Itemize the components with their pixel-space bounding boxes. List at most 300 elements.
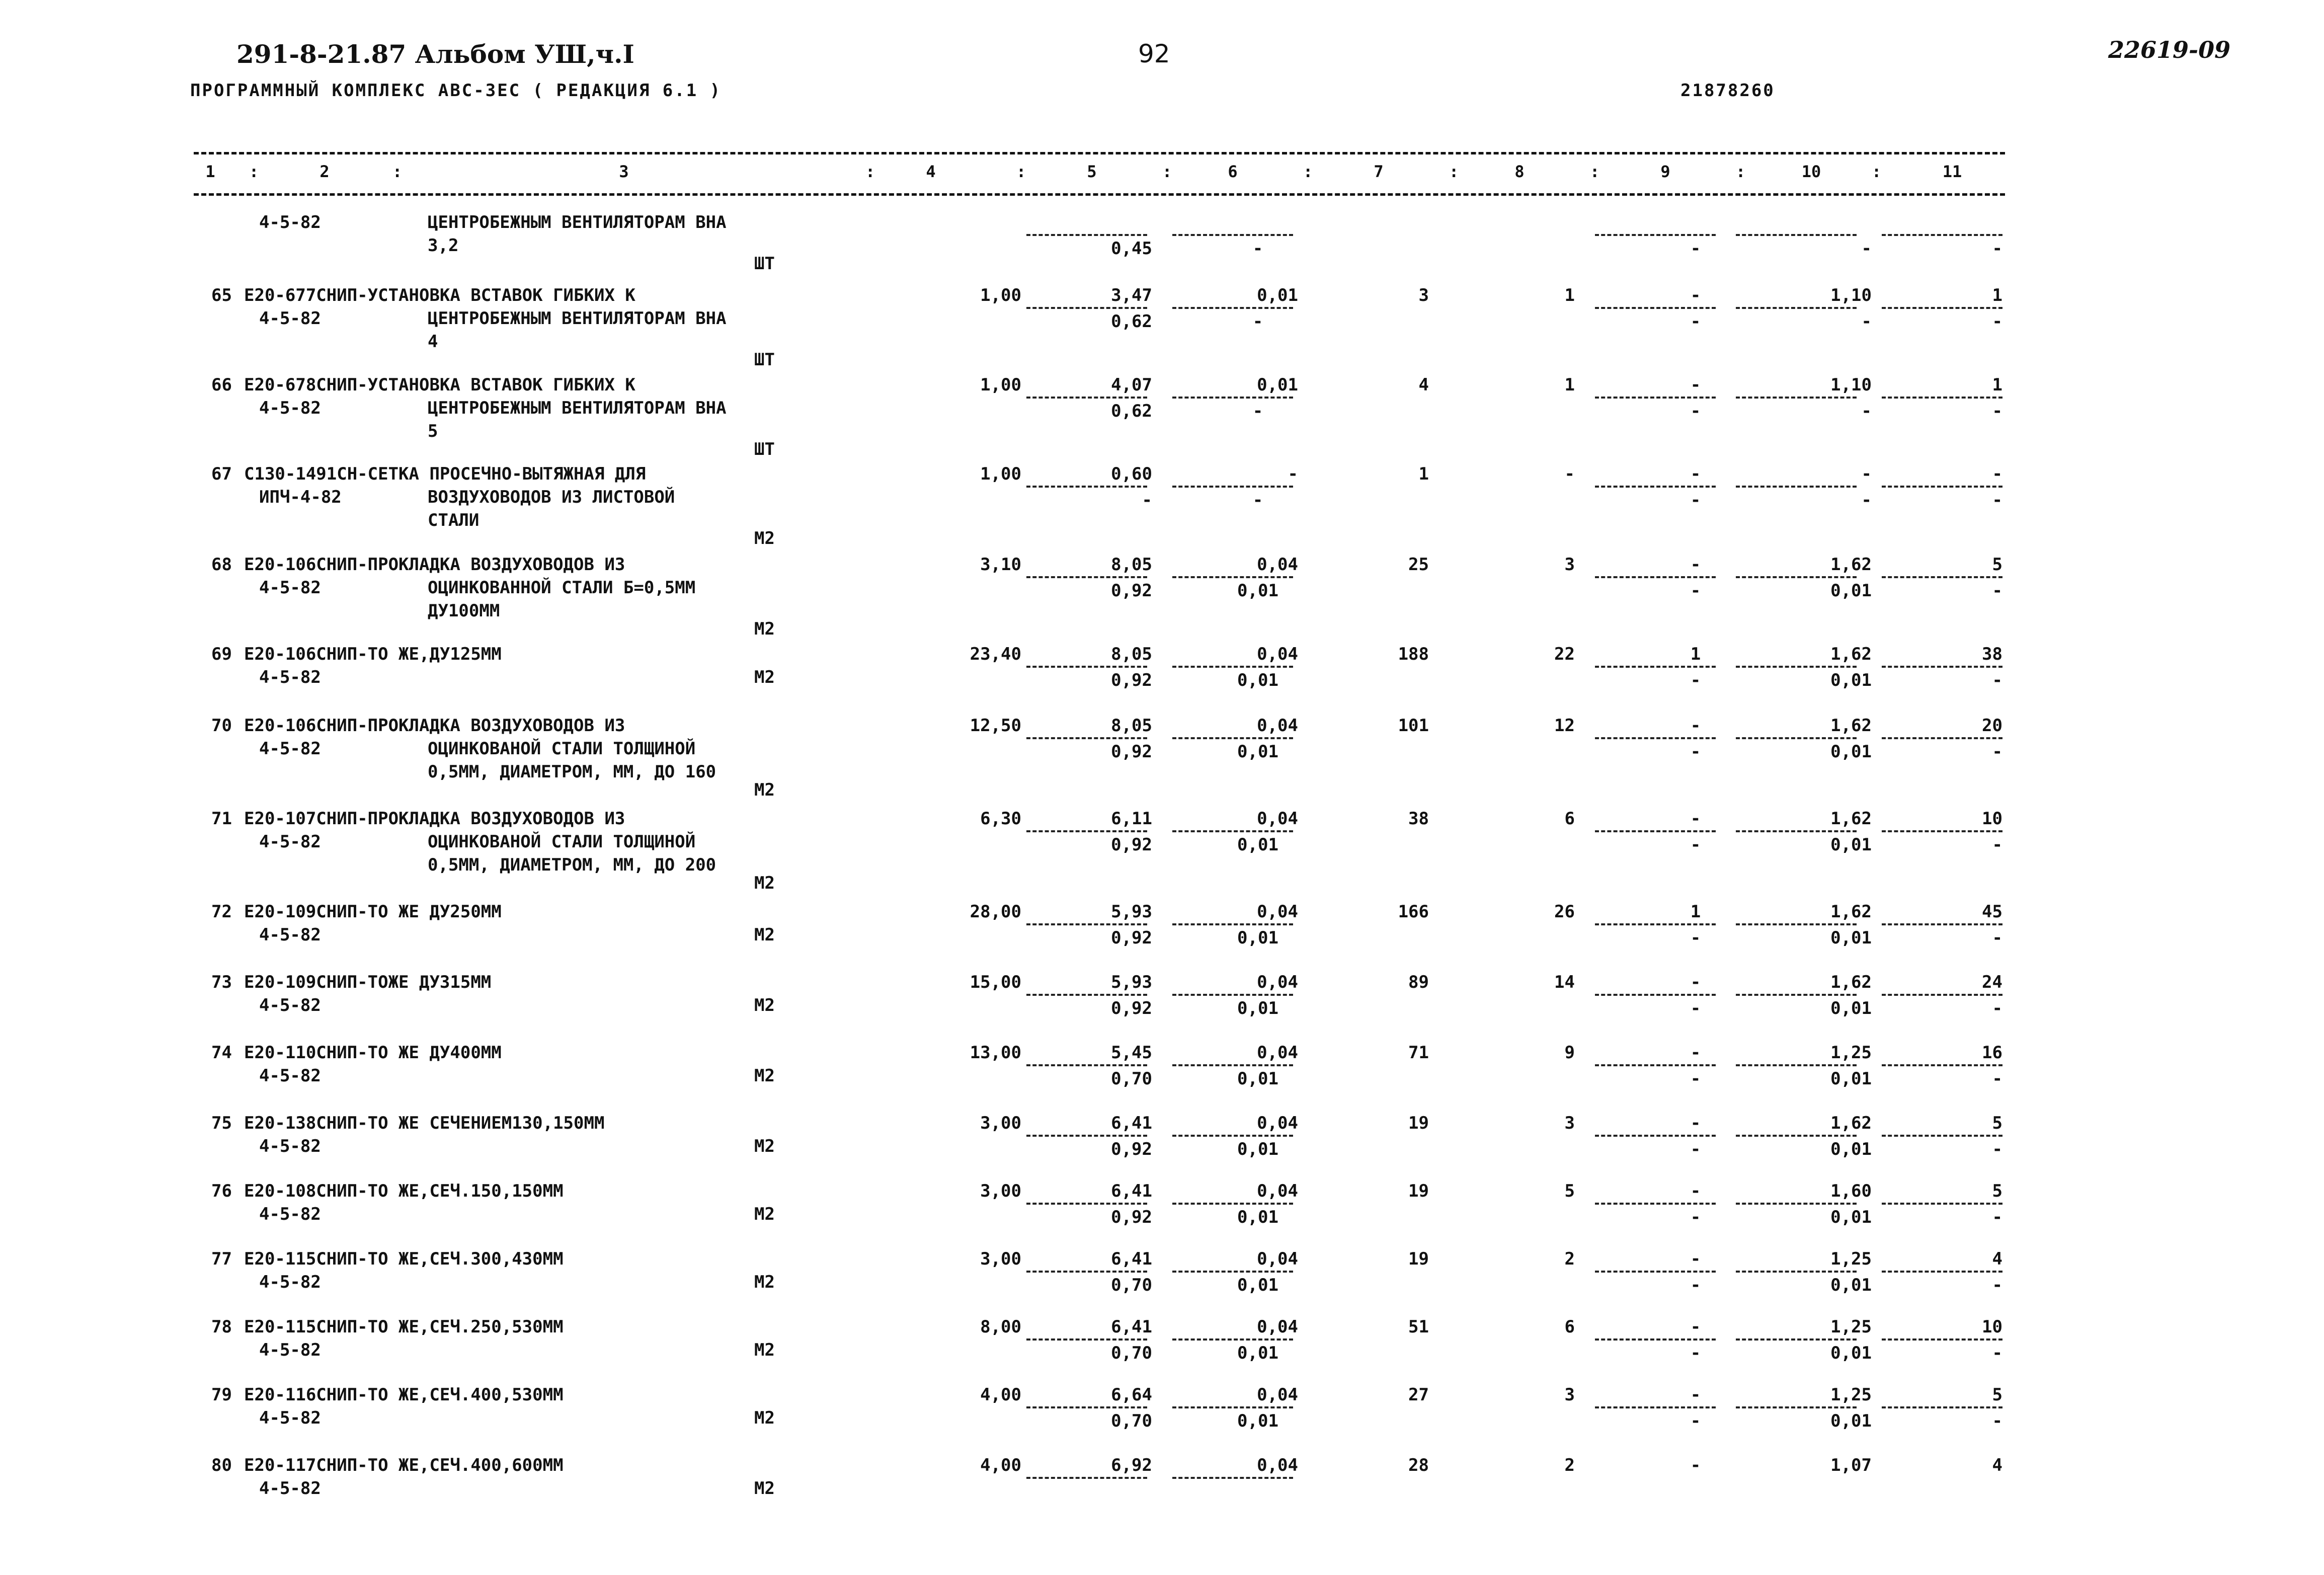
rate-code: Е20-117СНИП-ТО ЖЕ,СЕЧ.400,600ММ [244, 1455, 564, 1475]
total-wage: 3 [1564, 1385, 1575, 1405]
total-cost: 101 [1398, 716, 1429, 736]
quantity: 28,00 [970, 902, 1021, 922]
labor-total: 4 [1992, 1249, 2002, 1269]
subtotal-divider [1595, 666, 1716, 668]
subtotal-divider [1595, 1271, 1716, 1273]
subtotal-divider [1595, 1064, 1716, 1066]
machine-cost: - [1690, 285, 1701, 305]
subtotal-divider [1026, 1271, 1147, 1273]
machine-extra: - [1690, 670, 1701, 690]
subtotal-divider [1882, 397, 2002, 399]
subtotal-divider [1026, 486, 1147, 488]
subtotal-divider [1172, 1406, 1293, 1408]
subtotal-divider [1172, 737, 1293, 739]
rate-code: Е20-115СНИП-ТО ЖЕ,СЕЧ.250,530ММ [244, 1317, 564, 1337]
subtotal-divider [1882, 1135, 2002, 1137]
unit: М2 [754, 1136, 775, 1156]
table-header-rule [194, 193, 2005, 196]
column-header-1: 1 [205, 162, 215, 181]
total-cost: 38 [1408, 809, 1429, 829]
unit-cost-extra: 0,62 [1111, 401, 1152, 421]
labor-rate: 1,62 [1830, 809, 1872, 829]
unit-cost: 6,41 [1111, 1113, 1152, 1133]
norm-basis: 4-5-82 [259, 925, 321, 945]
unit-wage: 0,04 [1257, 644, 1298, 664]
page-number: 92 [1138, 39, 1170, 68]
subtotal-divider [1595, 1203, 1716, 1205]
subtotal-divider [1882, 666, 2002, 668]
unit-cost-extra: 0,92 [1111, 1139, 1152, 1159]
subtotal-divider [1882, 234, 2002, 236]
norm-basis: 4-5-82 [259, 1408, 321, 1428]
norm-basis: 4-5-82 [259, 739, 321, 759]
unit-wage: 0,04 [1257, 902, 1298, 922]
column-header-2: 2 [319, 162, 330, 181]
machine-extra: - [1690, 1207, 1701, 1227]
total-cost: 166 [1398, 902, 1429, 922]
unit-wage-extra: 0,01 [1237, 1069, 1278, 1089]
quantity: 3,00 [980, 1249, 1021, 1269]
rate-code: Е20-106СНИП-ПРОКЛАДКА ВОЗДУХОВОДОВ ИЗ [244, 555, 625, 575]
document-code: 22619-09 [2108, 36, 2231, 63]
machine-cost: - [1690, 1317, 1701, 1337]
labor-extra: 0,01 [1830, 742, 1872, 762]
machine-extra: - [1690, 1343, 1701, 1363]
total-wage: 5 [1564, 1181, 1575, 1201]
quantity: 6,30 [980, 809, 1021, 829]
subtotal-divider [1882, 1338, 2002, 1341]
machine-cost: - [1690, 1113, 1701, 1133]
unit-cost-extra: 0,92 [1111, 928, 1152, 948]
unit-cost-extra: 0,70 [1111, 1343, 1152, 1363]
labor-total: - [1992, 464, 2002, 484]
row-number: 75 [211, 1113, 232, 1133]
row-number: 68 [211, 555, 232, 575]
unit-cost-extra: 0,92 [1111, 1207, 1152, 1227]
subtotal-divider [1026, 1135, 1147, 1137]
labor-total-extra: - [1992, 401, 2002, 421]
subtotal-divider [1882, 1271, 2002, 1273]
unit: М2 [754, 1204, 775, 1224]
labor-extra: - [1861, 401, 1872, 421]
unit-cost: 0,60 [1111, 464, 1152, 484]
labor-rate: 1,10 [1830, 285, 1872, 305]
total-wage: 9 [1564, 1043, 1575, 1063]
subtotal-divider [1172, 397, 1293, 399]
quantity: 12,50 [970, 716, 1021, 736]
labor-extra: 0,01 [1830, 1069, 1872, 1089]
total-wage: 6 [1564, 1317, 1575, 1337]
norm-basis: 4-5-82 [259, 832, 321, 852]
row-number: 66 [211, 375, 232, 395]
unit-cost: 6,64 [1111, 1385, 1152, 1405]
machine-cost: - [1690, 809, 1701, 829]
subtotal-divider [1172, 1477, 1293, 1479]
subtotal-divider [1595, 234, 1716, 236]
unit-wage-extra: 0,01 [1237, 670, 1278, 690]
work-description: ОЦИНКОВАНОЙ СТАЛИ ТОЛЩИНОЙ [428, 832, 696, 852]
row-number: 71 [211, 809, 232, 829]
labor-total-extra: - [1992, 742, 2002, 762]
subtotal-divider [1882, 923, 2002, 925]
total-wage: 26 [1554, 902, 1575, 922]
unit-wage-extra: 0,01 [1237, 1343, 1278, 1363]
unit-wage: 0,04 [1257, 1249, 1298, 1269]
subtotal-divider [1882, 1064, 2002, 1066]
machine-extra: - [1690, 581, 1701, 601]
unit-cost-extra: 0,70 [1111, 1275, 1152, 1295]
unit-cost: 4,07 [1111, 375, 1152, 395]
unit-wage: 0,04 [1257, 1455, 1298, 1475]
rate-code: Е20-109СНИП-ТОЖЕ ДУ315ММ [244, 972, 492, 992]
labor-total: 10 [1982, 1317, 2002, 1337]
column-header-7: 7 [1374, 162, 1384, 181]
labor-total: 38 [1982, 644, 2002, 664]
machine-cost: - [1690, 375, 1701, 395]
total-cost: 51 [1408, 1317, 1429, 1337]
labor-total-extra: - [1992, 490, 2002, 510]
column-header-8: 8 [1514, 162, 1525, 181]
labor-total: 5 [1992, 555, 2002, 575]
labor-extra: 0,01 [1830, 581, 1872, 601]
machine-cost: - [1690, 1043, 1701, 1063]
rate-code: Е20-108СНИП-ТО ЖЕ,СЕЧ.150,150ММ [244, 1181, 564, 1201]
machine-cost: - [1690, 972, 1701, 992]
unit: М2 [754, 1478, 775, 1499]
subtotal-divider [1026, 234, 1147, 236]
total-wage: 22 [1554, 644, 1575, 664]
subtotal-divider [1026, 576, 1147, 578]
quantity: 15,00 [970, 972, 1021, 992]
row-number: 74 [211, 1043, 232, 1063]
subtotal-divider [1736, 1203, 1857, 1205]
norm-basis: 4-5-82 [259, 1478, 321, 1499]
total-wage: 3 [1564, 1113, 1575, 1133]
subtotal-divider [1026, 1064, 1147, 1066]
unit-cost: 8,05 [1111, 644, 1152, 664]
total-cost: 19 [1408, 1249, 1429, 1269]
row-number: 79 [211, 1385, 232, 1405]
work-description: 0,5ММ, ДИАМЕТРОМ, ММ, ДО 160 [428, 762, 716, 782]
subtotal-divider [1172, 307, 1293, 309]
subtotal-divider [1882, 994, 2002, 996]
labor-total-extra: - [1992, 1275, 2002, 1295]
unit-wage-extra: 0,01 [1237, 742, 1278, 762]
labor-extra: 0,01 [1830, 670, 1872, 690]
unit-cost: 8,05 [1111, 555, 1152, 575]
labor-total-extra: - [1992, 998, 2002, 1018]
work-description: 3,2 [428, 235, 459, 256]
unit: М2 [754, 1408, 775, 1428]
subtotal-divider [1736, 923, 1857, 925]
total-wage: - [1564, 464, 1575, 484]
unit-wage-extra: 0,01 [1237, 835, 1278, 855]
column-header-4: 4 [926, 162, 936, 181]
unit-wage: 0,04 [1257, 555, 1298, 575]
unit-wage: 0,01 [1257, 375, 1298, 395]
labor-total: 24 [1982, 972, 2002, 992]
labor-rate: 1,62 [1830, 972, 1872, 992]
subtotal-divider [1026, 666, 1147, 668]
unit-cost-extra: 0,70 [1111, 1411, 1152, 1431]
subtotal-divider [1736, 307, 1857, 309]
machine-cost: - [1690, 1249, 1701, 1269]
unit: М2 [754, 528, 775, 548]
row-number: 78 [211, 1317, 232, 1337]
norm-basis: 4-5-82 [259, 1340, 321, 1360]
subtotal-divider [1595, 397, 1716, 399]
unit-wage: 0,04 [1257, 716, 1298, 736]
subtotal-divider [1595, 994, 1716, 996]
column-separator: : [1736, 162, 1746, 181]
unit-cost: 6,11 [1111, 809, 1152, 829]
unit-cost-extra: - [1142, 490, 1152, 510]
unit-wage-extra: 0,01 [1237, 1207, 1278, 1227]
column-header-11: 11 [1942, 162, 1962, 181]
unit-wage-extra: 0,01 [1237, 928, 1278, 948]
column-separator: : [1590, 162, 1600, 181]
subtotal-divider [1172, 576, 1293, 578]
column-separator: : [1016, 162, 1026, 181]
labor-rate: 1,62 [1830, 1113, 1872, 1133]
labor-rate: 1,60 [1830, 1181, 1872, 1201]
machine-extra: - [1690, 401, 1701, 421]
unit-cost: 6,41 [1111, 1249, 1152, 1269]
labor-total-extra: - [1992, 581, 2002, 601]
subtotal-divider [1172, 1064, 1293, 1066]
labor-total: 16 [1982, 1043, 2002, 1063]
unit: М2 [754, 1340, 775, 1360]
unit-wage-extra: - [1252, 311, 1263, 332]
column-header-6: 6 [1228, 162, 1238, 181]
unit-cost: 6,41 [1111, 1317, 1152, 1337]
total-cost: 71 [1408, 1043, 1429, 1063]
unit-wage: 0,04 [1257, 1113, 1298, 1133]
labor-rate: 1,10 [1830, 375, 1872, 395]
unit: ШТ [754, 254, 775, 274]
labor-rate: - [1861, 464, 1872, 484]
machine-cost: - [1690, 555, 1701, 575]
subtotal-divider [1172, 994, 1293, 996]
quantity: 1,00 [980, 464, 1021, 484]
quantity: 4,00 [980, 1385, 1021, 1405]
labor-rate: 1,25 [1830, 1043, 1872, 1063]
work-description: ДУ100ММ [428, 601, 500, 621]
row-number: 76 [211, 1181, 232, 1201]
labor-total: 4 [1992, 1455, 2002, 1475]
unit: М2 [754, 780, 775, 800]
machine-cost: 1 [1690, 644, 1701, 664]
quantity: 3,10 [980, 555, 1021, 575]
labor-total: 1 [1992, 375, 2002, 395]
subtotal-divider [1736, 1338, 1857, 1341]
labor-rate: 1,25 [1830, 1317, 1872, 1337]
rate-code: Е20-106СНИП-ТО ЖЕ,ДУ125ММ [244, 644, 502, 664]
machine-extra: - [1690, 835, 1701, 855]
machine-extra: - [1690, 998, 1701, 1018]
total-wage: 2 [1564, 1249, 1575, 1269]
subtotal-divider [1026, 737, 1147, 739]
program-line: ПРОГРАММНЫЙ КОМПЛЕКС АВС-ЗЕС ( РЕДАКЦИЯ 6.1 ) [190, 81, 722, 101]
subtotal-divider [1736, 666, 1857, 668]
labor-total-extra: - [1992, 311, 2002, 332]
norm-basis: 4-5-82 [259, 995, 321, 1015]
machine-cost: - [1690, 1385, 1701, 1405]
subtotal-divider [1595, 1338, 1716, 1341]
labor-rate: 1,62 [1830, 716, 1872, 736]
quantity: 23,40 [970, 644, 1021, 664]
subtotal-divider [1595, 1135, 1716, 1137]
unit-wage-extra: - [1252, 239, 1263, 259]
total-cost: 19 [1408, 1181, 1429, 1201]
row-number: 70 [211, 716, 232, 736]
norm-basis: 4-5-82 [259, 1272, 321, 1292]
document-number: 21878260 [1680, 81, 1775, 101]
unit-wage-extra: 0,01 [1237, 1139, 1278, 1159]
machine-extra: - [1690, 1139, 1701, 1159]
subtotal-divider [1595, 1406, 1716, 1408]
unit: М2 [754, 925, 775, 945]
quantity: 3,00 [980, 1113, 1021, 1133]
column-header-9: 9 [1660, 162, 1670, 181]
quantity: 1,00 [980, 285, 1021, 305]
machine-cost: - [1690, 1455, 1701, 1475]
row-number: 65 [211, 285, 232, 305]
labor-extra: 0,01 [1830, 998, 1872, 1018]
column-header-10: 10 [1801, 162, 1821, 181]
work-description: ЦЕНТРОБЕЖНЫМ ВЕНТИЛЯТОРАМ ВНА [428, 308, 727, 329]
labor-total-extra: - [1992, 1411, 2002, 1431]
labor-total: 5 [1992, 1385, 2002, 1405]
subtotal-divider [1595, 737, 1716, 739]
total-wage: 1 [1564, 285, 1575, 305]
unit-cost-extra: 0,45 [1111, 239, 1152, 259]
unit-wage: 0,01 [1257, 285, 1298, 305]
subtotal-divider [1882, 1406, 2002, 1408]
subtotal-divider [1595, 307, 1716, 309]
row-number: 72 [211, 902, 232, 922]
unit-wage-extra: 0,01 [1237, 581, 1278, 601]
quantity: 3,00 [980, 1181, 1021, 1201]
subtotal-divider [1172, 666, 1293, 668]
labor-extra: 0,01 [1830, 1139, 1872, 1159]
total-wage: 2 [1564, 1455, 1575, 1475]
unit-wage: 0,04 [1257, 1181, 1298, 1201]
subtotal-divider [1026, 830, 1147, 832]
subtotal-divider [1595, 486, 1716, 488]
total-wage: 1 [1564, 375, 1575, 395]
norm-basis: ИПЧ-4-82 [259, 487, 342, 507]
rate-code: Е20-677СНИП-УСТАНОВКА ВСТАВОК ГИБКИХ К [244, 285, 635, 305]
labor-total-extra: - [1992, 670, 2002, 690]
subtotal-divider [1026, 1203, 1147, 1205]
unit: М2 [754, 667, 775, 687]
labor-extra: 0,01 [1830, 1275, 1872, 1295]
subtotal-divider [1172, 830, 1293, 832]
subtotal-divider [1026, 1338, 1147, 1341]
work-description: 5 [428, 421, 438, 441]
norm-basis: 4-5-82 [259, 398, 321, 418]
subtotal-divider [1736, 830, 1857, 832]
norm-basis: 4-5-82 [259, 308, 321, 329]
unit: М2 [754, 873, 775, 893]
work-description: ЦЕНТРОБЕЖНЫМ ВЕНТИЛЯТОРАМ ВНА [428, 212, 727, 232]
labor-total-extra: - [1992, 1207, 2002, 1227]
unit-cost-extra: 0,62 [1111, 311, 1152, 332]
rate-code: Е20-107СНИП-ПРОКЛАДКА ВОЗДУХОВОДОВ ИЗ [244, 809, 625, 829]
subtotal-divider [1026, 1406, 1147, 1408]
column-separator: : [1303, 162, 1313, 181]
column-header-3: 3 [619, 162, 629, 181]
subtotal-divider [1882, 830, 2002, 832]
norm-basis: 4-5-82 [259, 578, 321, 598]
total-cost: 1 [1418, 464, 1429, 484]
machine-extra: - [1690, 239, 1701, 259]
unit-cost-extra: 0,92 [1111, 998, 1152, 1018]
subtotal-divider [1595, 923, 1716, 925]
work-description: ЦЕНТРОБЕЖНЫМ ВЕНТИЛЯТОРАМ ВНА [428, 398, 727, 418]
album-title: 291-8-21.87 Альбом УШ,ч.I [236, 39, 634, 69]
labor-total-extra: - [1992, 239, 2002, 259]
labor-extra: 0,01 [1830, 835, 1872, 855]
subtotal-divider [1736, 1406, 1857, 1408]
unit-cost: 8,05 [1111, 716, 1152, 736]
quantity: 1,00 [980, 375, 1021, 395]
subtotal-divider [1736, 576, 1857, 578]
rate-code: Е20-109СНИП-ТО ЖЕ ДУ250ММ [244, 902, 502, 922]
total-cost: 25 [1408, 555, 1429, 575]
labor-rate: 1,62 [1830, 555, 1872, 575]
labor-total: 10 [1982, 809, 2002, 829]
rate-code: Е20-115СНИП-ТО ЖЕ,СЕЧ.300,430ММ [244, 1249, 564, 1269]
subtotal-divider [1736, 486, 1857, 488]
norm-basis: 4-5-82 [259, 212, 321, 232]
machine-extra: - [1690, 1275, 1701, 1295]
labor-total-extra: - [1992, 1343, 2002, 1363]
unit: М2 [754, 1272, 775, 1292]
subtotal-divider [1595, 576, 1716, 578]
unit-wage: 0,04 [1257, 972, 1298, 992]
subtotal-divider [1736, 397, 1857, 399]
unit-wage: - [1288, 464, 1298, 484]
row-number: 80 [211, 1455, 232, 1475]
quantity: 8,00 [980, 1317, 1021, 1337]
unit-wage: 0,04 [1257, 1317, 1298, 1337]
unit: М2 [754, 1066, 775, 1086]
labor-rate: 1,62 [1830, 644, 1872, 664]
labor-rate: 1,25 [1830, 1385, 1872, 1405]
norm-basis: 4-5-82 [259, 1204, 321, 1224]
unit-wage-extra: - [1252, 490, 1263, 510]
unit-cost: 5,45 [1111, 1043, 1152, 1063]
labor-total: 5 [1992, 1113, 2002, 1133]
unit-cost: 5,93 [1111, 972, 1152, 992]
column-header-5: 5 [1087, 162, 1097, 181]
machine-cost: 1 [1690, 902, 1701, 922]
subtotal-divider [1172, 1271, 1293, 1273]
quantity: 13,00 [970, 1043, 1021, 1063]
subtotal-divider [1172, 1203, 1293, 1205]
labor-extra: 0,01 [1830, 1343, 1872, 1363]
column-separator: : [249, 162, 259, 181]
quantity: 4,00 [980, 1455, 1021, 1475]
labor-total: 5 [1992, 1181, 2002, 1201]
unit-wage: 0,04 [1257, 1043, 1298, 1063]
subtotal-divider [1026, 923, 1147, 925]
total-wage: 3 [1564, 555, 1575, 575]
total-wage: 6 [1564, 809, 1575, 829]
work-description: 4 [428, 332, 438, 352]
